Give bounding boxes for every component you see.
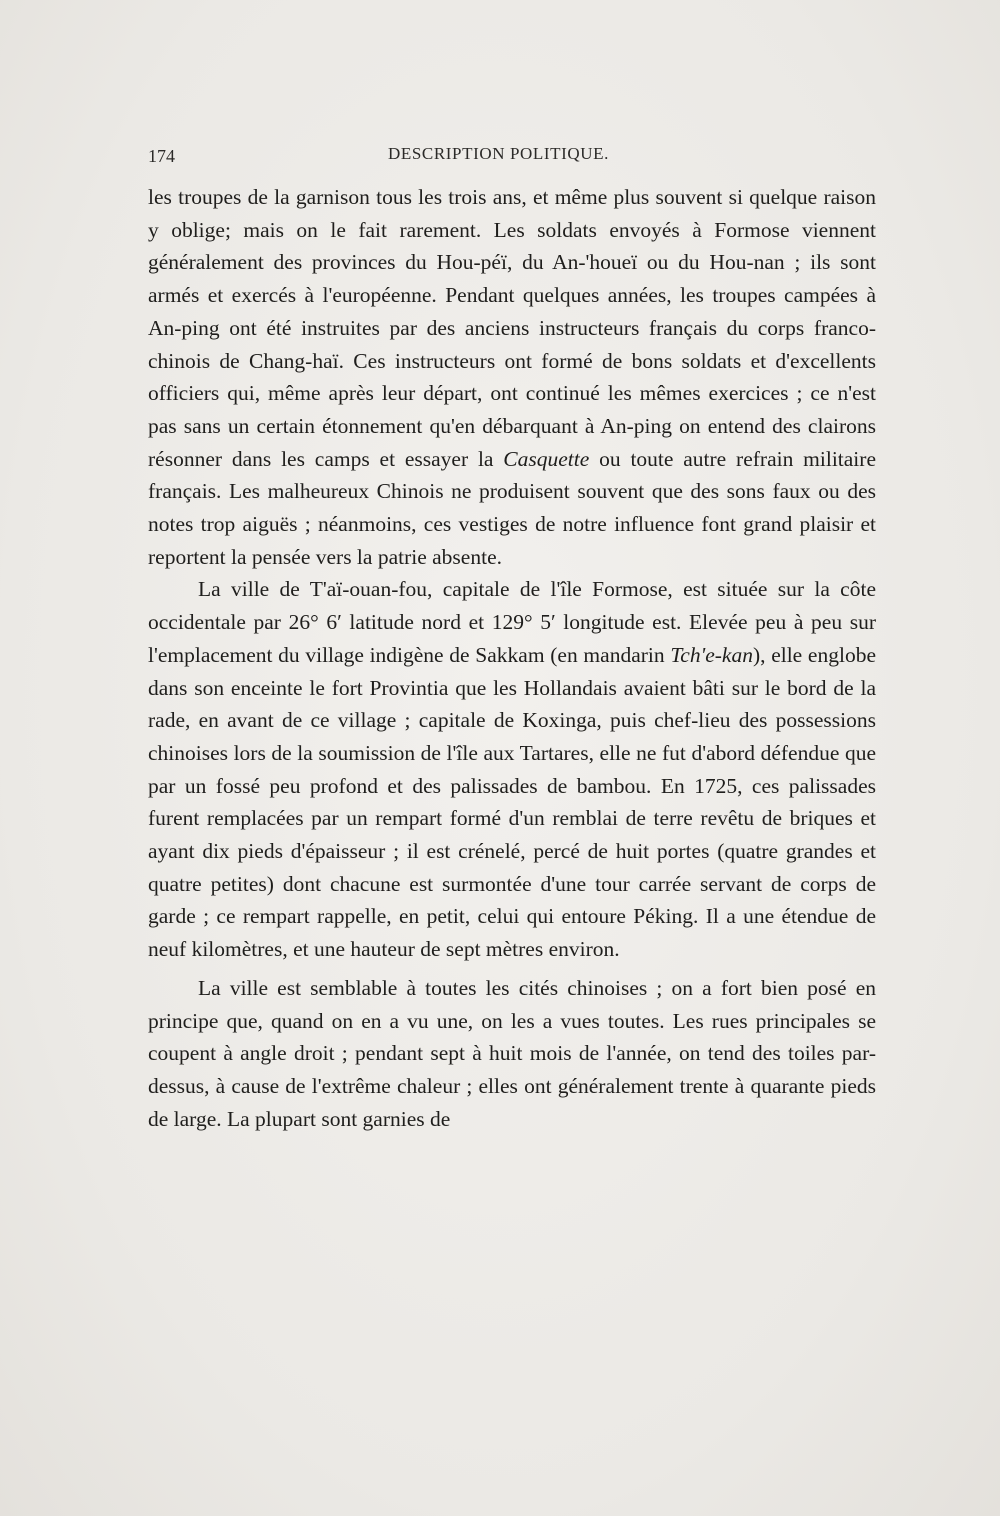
- paragraph-3: [148, 972, 876, 1136]
- paragraph-2: [148, 573, 876, 965]
- body-text: [148, 181, 876, 1135]
- page-header: [148, 140, 878, 170]
- paragraph-1-italic: Casquette: [503, 446, 590, 471]
- paragraph-2-text-b: ), elle englobe dans son enceinte le fort Provintia que les Hollandais avaient bâti sur le bord de la rade, en avant de ce village ; capitale de Koxinga, puis chef-lieu des possessions chinoises lors de la soumission de l'île aux Tartares, elle ne fut d'abord défendue que par un fossé peu profond et des palissades de bambou. En 1725, ces palissades furent remplacées par un rempart formé d'un remblai de terre revêtu de briques et ayant dix pieds d'épaisseur ; il est crénelé, percé de huit portes (quatre grandes et quatre petites) dont chacune est surmontée d'une tour carrée servant de corps de garde ; ce rempart rappelle, en petit, celui qui entoure Péking. Il a une étendue de neuf kilomètres, et une hauteur de sept mètres environ.: [148, 642, 876, 962]
- paragraph-2-text-a: La ville de T'aï-ouan-fou, capitale de l'île Formose, est située sur la côte occidentale par 26° 6′ latitude nord et 129° 5′ longitude est. Elevée peu à peu sur l'emplacement du village indigène de Sakkam (en mandarin: [148, 577, 876, 667]
- paragraph-1-text-a: les troupes de la garnison tous les trois ans, et même plus souvent si quelque raison y oblige; mais on le fait rarement. Les soldats envoyés à Formose viennent généralement des provinces du Hou-péï, du An-'houeï ou du Hou-nan ; ils sont armés et exercés à l'européenne. Pendant quelques années, les troupes campées à An-ping ont été instruites par des anciens instructeurs français du corps franco-chinois de Chang-haï. Ces instructeurs ont formé de bons soldats et d'excellents officiers qui, même après leur départ, ont continué les mêmes exercices ; ce n'est pas sans un certain étonnement qu'en débarquant à An-ping on entend des clairons résonner dans les camps et essayer la: [148, 185, 876, 471]
- paragraph-1: [148, 181, 876, 573]
- paragraph-3-text: La ville est semblable à toutes les cités chinoises ; on a fort bien posé en principe que, quand on en a vu une, on les a vues toutes. Les rues principales se coupent à angle droit ; pendant sept à huit mois de l'année, on tend des toiles par-dessus, à cause de l'extrême chaleur ; elles ont généralement trente à quarante pieds de large. La plupart sont garnies de: [148, 975, 876, 1131]
- running-head: DESCRIPTION POLITIQUE.: [388, 144, 609, 163]
- paragraph-2-italic: Tch'e-kan: [670, 642, 753, 667]
- page-number: 174: [148, 146, 175, 166]
- paragraph-1-text-b: ou toute autre refrain militaire français. Les malheureux Chinois ne produisent souvent que des sons faux ou des notes trop aiguës ; néanmoins, ces vestiges de notre influence font grand plaisir et reportent la pensée vers la patrie absente.: [148, 446, 876, 569]
